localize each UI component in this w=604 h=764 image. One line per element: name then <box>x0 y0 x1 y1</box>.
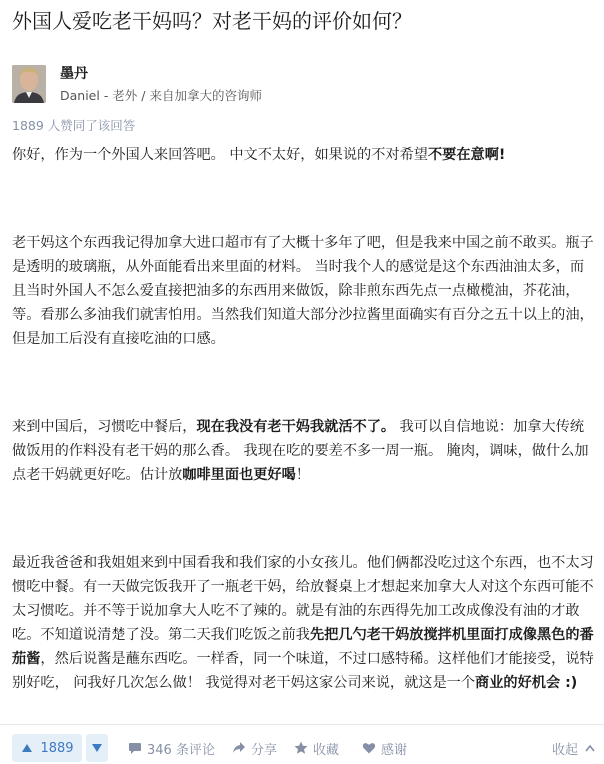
share-icon <box>232 741 246 755</box>
author-name[interactable]: 墨丹 <box>60 66 88 82</box>
bold-text: 不要在意啊! <box>427 147 506 163</box>
bold-text: 现在我没有老干妈我就活不了。 <box>196 419 396 435</box>
collapse-label: 收起 <box>552 742 579 758</box>
thanks-label: 感谢 <box>381 742 408 758</box>
comment-icon <box>128 741 142 755</box>
author-bio: Daniel - 老外 / 来自加拿大的咨询师 <box>60 88 262 103</box>
text: 你好，作为一个外国人来回答吧。 中文不太好，如果说的不对希望 <box>12 147 428 163</box>
collect-label: 收藏 <box>313 742 340 758</box>
collapse-button[interactable] <box>552 734 597 762</box>
comments-button[interactable] <box>128 734 215 762</box>
share-label: 分享 <box>251 742 278 758</box>
author-info <box>12 65 592 105</box>
answer-paragraph <box>12 143 596 167</box>
answer-paragraph <box>12 551 596 695</box>
star-icon <box>294 741 308 755</box>
downvote-arrow-icon <box>90 741 104 755</box>
avatar-image <box>12 65 46 103</box>
text: ！ <box>295 467 310 483</box>
text: 来到中国后，习惯吃中餐后， <box>12 419 197 435</box>
text: 最近我爸爸和我姐姐来到中国看我和我们家的小女孩儿。他们俩都没吃过这个东西，也不太习惯吃中餐。有一天做完饭我开了一瓶老干妈，给放餐桌上才想起来加拿大人对这个东西可能不太习惯吃。并不等于说加拿大人吃不了辣的。就是有油的东西得先加工改成像没有油的才敢吃。不知道说清楚了没。第二天我们吃饭之前我 <box>12 555 594 643</box>
chevron-up-icon <box>583 741 597 755</box>
answer-paragraph <box>12 415 596 487</box>
text: 我可以自信地说：加拿大传统做饭用的作料没有老干妈的那么香。 我现在吃的要差不多一周一瓶。 腌肉，调味，做什么加点老干妈就更好吃。估计放 <box>12 419 589 483</box>
avatar[interactable] <box>12 65 46 103</box>
heart-icon <box>362 741 376 755</box>
thanks-button[interactable] <box>362 734 407 762</box>
text: ，然后说酱是蘸东西吃。一样香，同一个味道，不过口感特稀。这样他们才能接受，说特别好吃， 问我好几次怎么做！ 我觉得对老干妈这家公司来说，就这是一个 <box>12 651 594 691</box>
upvote-button[interactable] <box>12 734 82 762</box>
action-bar <box>0 724 604 764</box>
answer-content <box>12 143 596 695</box>
vote-summary[interactable]: 1889 人赞同了该回答 <box>12 118 136 133</box>
downvote-button[interactable] <box>86 734 108 762</box>
bold-text: 咖啡里面也更好喝 <box>182 467 296 483</box>
comments-label: 346 条评论 <box>147 742 215 758</box>
collect-button[interactable] <box>294 734 339 762</box>
answer-paragraph: 老干妈这个东西我记得加拿大进口超市有了大概十多年了吧，但是我来中国之前不敢买。瓶子是透明的玻璃瓶，从外面能看出来里面的材料。 当时我个人的感觉是这个东西油油太多，而且当时外国人不怎么爱直接把油多的东西用来做饭，除非煎东西先点一点橄榄油，芥花油，等。看那么多油我们就害怕用。当然我们知道大部分沙拉酱里面确实有百分之五十以上的油，但是加工后没有直接吃油的口感。 <box>12 235 594 347</box>
question-title[interactable]: 外国人爱吃老干妈吗？对老干妈的评价如何？ <box>12 9 412 33</box>
bold-text: 商业的好机会 :) <box>475 675 578 691</box>
bold-text: 先把几勺老干妈放搅拌机里面打成像黑色的番茄酱 <box>12 627 594 667</box>
share-button[interactable] <box>232 734 277 762</box>
upvote-arrow-icon <box>20 741 34 755</box>
upvote-count: 1889 <box>40 740 74 756</box>
